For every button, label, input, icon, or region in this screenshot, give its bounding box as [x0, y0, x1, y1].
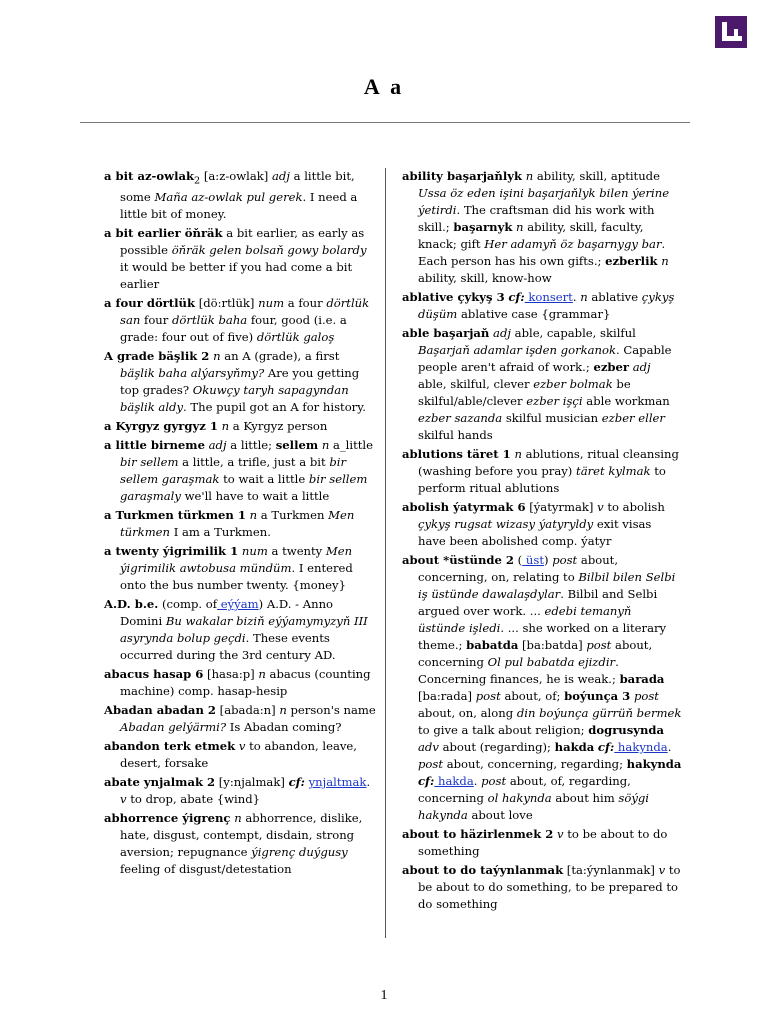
headword: a bit az-owlak [104, 169, 195, 183]
entry-a-grade [104, 348, 376, 416]
definition-text: ablative [587, 290, 642, 304]
italic-text: Başarjaň adamlar işden gorkanok [418, 343, 617, 357]
italic-text: n [580, 290, 588, 304]
definition-text: to be about to do something, to be prepared to do something [418, 863, 681, 911]
page-title: A a [363, 74, 405, 99]
cf-marker: cf: [418, 774, 435, 788]
definition-text: [ba:rada] [418, 689, 476, 703]
definition-text: it would be better if you had come a bit earlier [120, 260, 353, 292]
italic-text: n [525, 169, 534, 183]
headword: about to häzirlenmek 2 [402, 827, 554, 841]
entry-a-turkmen [104, 507, 376, 541]
italic-text: n [321, 438, 330, 453]
italic-text: ezber eller [601, 411, 665, 425]
definition-text: to perform ritual ablutions [418, 464, 666, 495]
cross-reference-link[interactable]: üst [522, 553, 544, 567]
cross-reference-link[interactable]: eýýam [217, 597, 259, 612]
cf-marker-wrap [418, 774, 434, 788]
definition-text: [hasa:p] [203, 667, 259, 682]
italic-text: n [279, 703, 287, 718]
definition-text: a twenty [267, 544, 326, 559]
italic-text: n [221, 419, 230, 434]
definition-text: a Kyrgyz person [229, 419, 328, 434]
italic-text: ol hakynda [487, 791, 552, 805]
italic-text: Ol pul babatda ejizdir [487, 655, 616, 669]
headword: ezber [593, 360, 629, 374]
definition-text: skilful musician [502, 411, 602, 425]
definition-text: abhorrence, dislike, hate, disgust, contempt, disdain, strong aversion; repugnance [120, 811, 363, 860]
italic-text: ezber bolmak [533, 377, 613, 391]
definition-text: a four [284, 296, 327, 311]
definition-text: a Turkmen [257, 508, 329, 523]
publisher-logo-icon [715, 16, 747, 48]
entry-a-twenty [104, 543, 376, 594]
header-divider [80, 122, 690, 123]
italic-text: Men türkmen [120, 508, 355, 540]
definition-text: . ... she worked on a literary theme.; [418, 621, 667, 652]
definition-text: . The craftsman did his work with skill.; [418, 203, 655, 234]
italic-text: Bu wakalar biziň eýýamymyzyň III asyrynda bolup geçdi [120, 614, 368, 646]
definition-text: . [366, 775, 371, 790]
italic-text: v [658, 863, 666, 877]
italic-text: bir sellem garaşmak [120, 455, 346, 487]
cross-reference-link[interactable]: konsert [524, 290, 573, 304]
italic-text: Okuwçy taryh sapagyndan bäşlik aldy [120, 383, 349, 415]
definition-text: about, concerning [418, 638, 653, 669]
cross-reference-link[interactable]: hakda [434, 774, 474, 788]
entry-abacus [104, 666, 376, 700]
definition-text: about, concerning, regarding; [443, 757, 627, 771]
definition-text: [abada:n] [215, 703, 280, 718]
definition-text: . Concerning finances, he is weak.; [418, 655, 620, 686]
italic-text: post [475, 689, 501, 703]
headword: barada [619, 672, 665, 686]
definition-text: four, good (i.e. a grade: four out of five) [120, 313, 347, 345]
italic-text: v [557, 827, 564, 841]
italic-text: n [514, 447, 522, 461]
cf-marker: cf: [508, 290, 525, 304]
column-divider [385, 168, 386, 938]
definition-text: a little, a trifle, just a bit [178, 455, 330, 470]
italic-text: ezber sazanda [418, 411, 503, 425]
page-number: 1 [380, 988, 388, 1003]
italic-text: öňräk gelen bolsaň gowy bolardy [171, 243, 367, 258]
definition-text: Is Abadan coming? [226, 720, 342, 735]
definition-text: about love [467, 808, 533, 822]
italic-text: post [481, 774, 507, 788]
sense-subscript: 2 [194, 175, 201, 187]
definition-text: able, capable, skilful [510, 326, 636, 340]
entry-a-four [104, 295, 376, 346]
definition-text: [ta:ýynlanmak] [563, 863, 659, 877]
italic-text: n [516, 220, 524, 234]
italic-text: adv [418, 740, 439, 754]
italic-text: edebi temanyň üstünde işledi [418, 604, 632, 635]
entry-ablutions [402, 446, 682, 497]
cf-marker-wrap [289, 775, 305, 789]
headword: a Turkmen türkmen 1 [104, 508, 246, 523]
definition-text: person's name [286, 703, 376, 718]
italic-text: num [258, 296, 285, 311]
definition-text: . [667, 740, 672, 754]
headword: boýunça 3 [564, 689, 631, 703]
definition-text: able, skilful, clever [418, 377, 534, 391]
right-column [402, 168, 682, 915]
definition-text: . These events occurred during the 3rd century AD. [120, 631, 336, 663]
headword: sellem [275, 438, 319, 453]
definition-text: [a:z-owlak] [200, 169, 272, 183]
italic-text: bäşlik baha alýarsyňmy? [120, 366, 265, 381]
italic-text: n [249, 508, 258, 523]
italic-text: dörtlük san [120, 296, 370, 328]
headword: abhorrence ýigrenç [104, 811, 231, 826]
entry-ablative [402, 289, 682, 323]
definition-text: to drop, abate {wind} [126, 792, 261, 807]
definition-text: to wait a little [219, 472, 309, 487]
italic-text: ýigrenç duýgusy [251, 845, 348, 860]
entry-about-to-hazirlenmek [402, 826, 682, 860]
italic-text: n [661, 254, 669, 268]
italic-text: ezber işçi [526, 394, 583, 408]
definition-text: about him [551, 791, 619, 805]
headword: a twenty ýigrimilik 1 [104, 544, 239, 559]
italic-text: din boýunça gürrüň bermek [516, 706, 682, 720]
italic-text: adj [632, 360, 651, 374]
definition-text: . [572, 290, 581, 304]
definition-text: an A (grade), a first [220, 349, 340, 364]
definition-text: a bit earlier, as early as possible [120, 226, 365, 258]
italic-text: dörtlük galoş [256, 330, 335, 345]
definition-text: be skilful/able/clever [418, 377, 631, 408]
definition-text: a_little [329, 438, 373, 453]
cf-marker-wrap [598, 740, 614, 754]
headword: dogrusynda [588, 723, 665, 737]
italic-text: bir sellem garaşmaly [120, 472, 368, 504]
italic-text: Maña az-owlak pul gerek [154, 190, 303, 205]
headword: a bit earlier öňräk [104, 226, 223, 241]
cross-reference-link[interactable]: hakynda [614, 740, 668, 754]
entry-abolish [402, 499, 682, 550]
headword: about *üstünde 2 [402, 553, 514, 567]
definition-text: abacus (counting machine) comp. hasap-hesip [120, 667, 371, 699]
entry-ad-be [104, 596, 376, 664]
italic-text: n [234, 811, 242, 826]
cf-marker-wrap [508, 290, 524, 304]
definition-text: ablutions, ritual cleansing (washing before you pray) [418, 447, 679, 478]
definition-text: [ýatyrmak] [525, 500, 598, 514]
definition-text: [y:njalmak] [215, 775, 289, 790]
entry-abadan [104, 702, 376, 736]
italic-text: çykyş rugsat wizasy ýatyryldy [418, 517, 594, 531]
headword: a four dörtlük [104, 296, 196, 311]
entry-abandon [104, 738, 376, 772]
headword: hakynda [626, 757, 682, 771]
italic-text: söýgi hakynda [418, 791, 650, 822]
definition-text: [ba:batda] [518, 638, 587, 652]
headword: a Kyrgyz gyrgyz 1 [104, 419, 218, 434]
headword: babatda [466, 638, 519, 652]
definition-text: able workman [582, 394, 670, 408]
headword: ablative çykyş 3 [402, 290, 505, 304]
definition-text: feeling of disgust/detestation [120, 862, 292, 877]
definition-text: skilful hands [418, 428, 493, 442]
italic-text: adj [272, 169, 290, 183]
italic-text: Her adamyň öz başarnygy bar [484, 237, 662, 251]
italic-text: v [120, 792, 127, 807]
headword: hakda [554, 740, 595, 754]
headword: abate ynjalmak 2 [104, 775, 216, 790]
entry-about [402, 552, 682, 824]
definition-text: ability, skill, know-how [418, 271, 552, 285]
headword: abacus hasap 6 [104, 667, 204, 682]
headword: başarnyk [453, 220, 513, 234]
headword: A.D. b.e. [104, 597, 159, 612]
entry-about-to-do [402, 862, 682, 913]
headword: ability başarjaňlyk [402, 169, 523, 183]
entry-able [402, 325, 682, 444]
definition-text: (comp. of [158, 597, 218, 612]
definition-text: about, concerning, on, relating to [418, 553, 619, 584]
definition-text: . Capable people aren't afraid of work.; [418, 343, 672, 374]
headword: a little birneme [104, 438, 205, 453]
definition-text: a little bit, some [120, 169, 355, 205]
italic-text: post [586, 638, 612, 652]
italic-text: v [597, 500, 604, 514]
left-column [104, 168, 376, 880]
definition-text: to abandon, leave, desert, forsake [120, 739, 357, 771]
italic-text: n [258, 667, 266, 682]
italic-text: post [633, 689, 659, 703]
entry-abate [104, 774, 376, 808]
entry-a-little [104, 437, 376, 505]
italic-text: Bilbil bilen Selbi iş üstünde dawalaşdylar [418, 570, 676, 601]
headword: able başarjaň [402, 326, 490, 340]
italic-text: adj [493, 326, 511, 340]
definition-text: to be about to do something [418, 827, 668, 858]
italic-text: bir sellem [120, 455, 179, 470]
definition-text: a little; [226, 438, 276, 453]
italic-text: num [241, 544, 268, 559]
definition-text: about (regarding); [438, 740, 555, 754]
italic-text: dörtlük baha [172, 313, 248, 328]
definition-text: we'll have to wait a little [180, 489, 330, 504]
definition-text: four [140, 313, 172, 328]
definition-text: about, of; [500, 689, 565, 703]
italic-text: post [418, 757, 444, 771]
definition-text: exit visas have been abolished comp. ýatyr [418, 517, 652, 548]
headword: ablutions täret 1 [402, 447, 511, 461]
definition-text: ability, skill, aptitude [533, 169, 660, 183]
entry-abhorrence [104, 810, 376, 878]
italic-text: Ussa öz eden işini başarjaňlyk bilen ýerine ýetirdi [418, 186, 670, 217]
italic-text: täret kylmak [576, 464, 651, 478]
definition-text: . I need a little bit of money. [120, 190, 358, 222]
headword: abolish ýatyrmak 6 [402, 500, 526, 514]
definition-text: . [473, 774, 482, 788]
italic-text: Abadan gelýärmi? [120, 720, 227, 735]
definition-text: to abolish [603, 500, 665, 514]
definition-text: ( [514, 553, 523, 567]
italic-text: n [213, 349, 221, 364]
headword: about to do taýynlanmak [402, 863, 564, 877]
headword: abandon terk etmek [104, 739, 236, 754]
definition-text: . I entered onto the bus number twenty. {money} [120, 561, 353, 593]
definition-text: Are you getting top grades? [120, 366, 360, 398]
definition-text: [dö:rtlük] [195, 296, 259, 311]
entry-a-bit-earlier [104, 225, 376, 293]
definition-text: ) [543, 553, 553, 567]
italic-text: v [238, 739, 246, 754]
cross-reference-link[interactable]: ynjaltmak [308, 775, 367, 790]
definition-text: . Each person has his own gifts.; [418, 237, 666, 268]
cf-marker: cf: [288, 775, 305, 790]
definition-text: . Bilbil and Selbi argued over work. ... [418, 587, 658, 618]
definition-text: . The pupil got an A for history. [183, 400, 366, 415]
headword: ezberlik [605, 254, 658, 268]
definition-text: I am a Turkmen. [170, 525, 271, 540]
entry-ability [402, 168, 682, 287]
italic-text: Men ýigrimilik awtobusa mündüm [120, 544, 353, 576]
italic-text: adj [208, 438, 227, 453]
italic-text: post [552, 553, 578, 567]
definition-text: ) A.D. - Anno Domini [120, 597, 334, 629]
headword: A grade bäşlik 2 [104, 349, 210, 364]
definition-text: ablative case {grammar} [457, 307, 611, 321]
entry-a-bit-az-owlak [104, 168, 376, 223]
cf-marker: cf: [597, 740, 615, 754]
definition-text: about, on, along [418, 706, 517, 720]
definition-text: about, of, regarding, concerning [418, 774, 631, 805]
definition-text: ability, skill, faculty, knack; gift [418, 220, 644, 251]
italic-text: çykyş düşüm [418, 290, 675, 321]
headword: Abadan abadan 2 [104, 703, 216, 718]
entry-a-kyrgyz [104, 418, 376, 435]
definition-text: to give a talk about religion; [418, 723, 589, 737]
